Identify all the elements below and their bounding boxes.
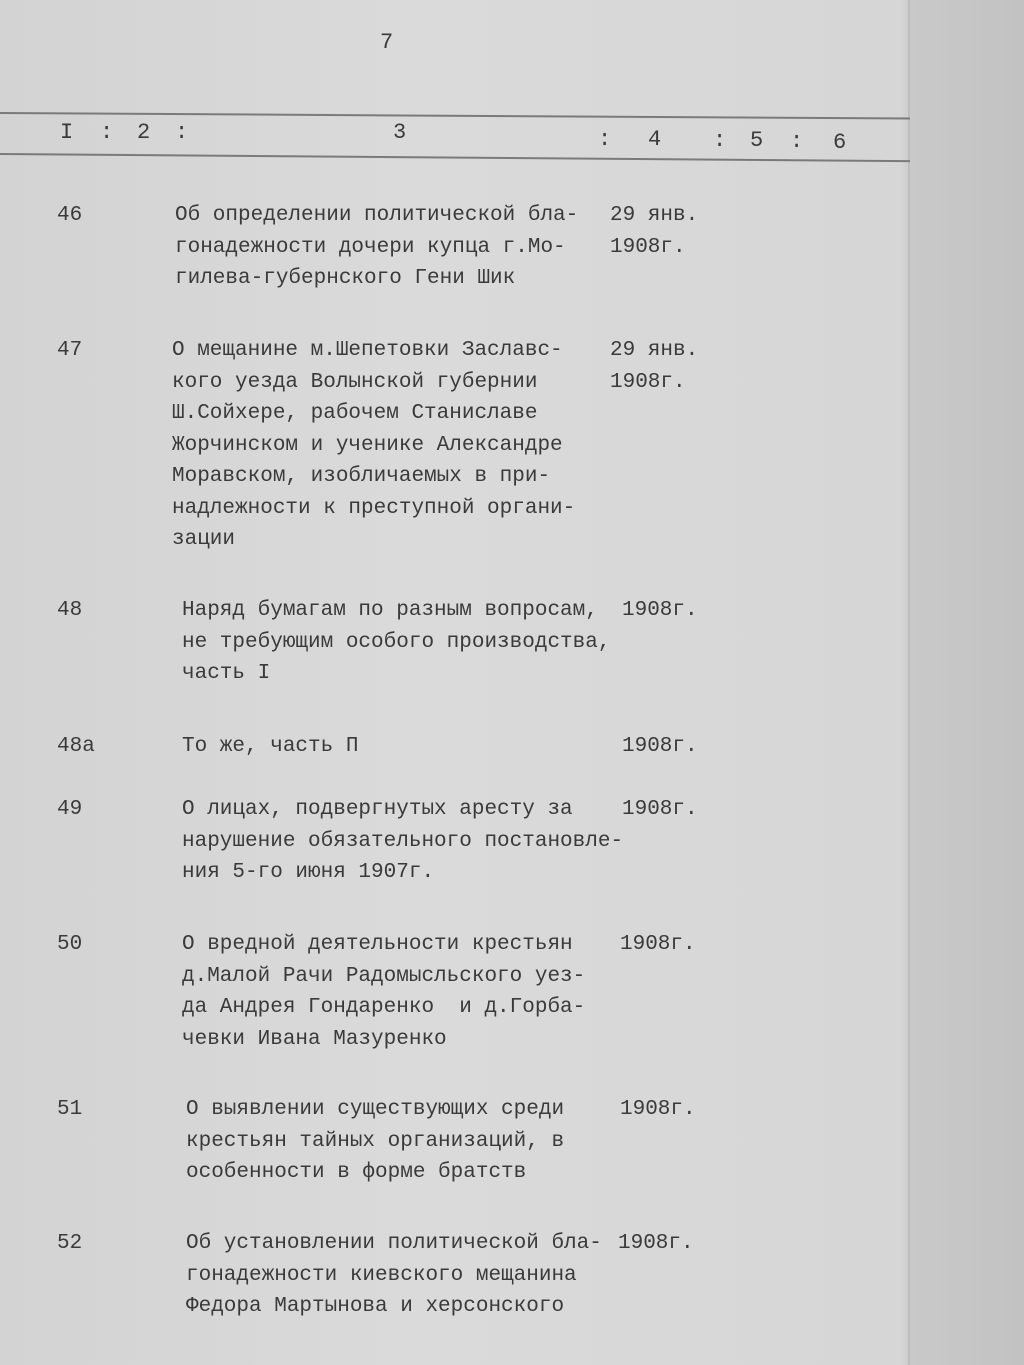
page-number: 7 (380, 30, 394, 55)
entry-title-line: да Андрея Гондаренко и д.Горба- (182, 996, 586, 1019)
entry-title-line: О лицах, подвергнутых аресту за (182, 798, 573, 821)
header-bottom-rule (0, 153, 910, 162)
entry-date-line: 1908г. (610, 235, 686, 259)
page-edge (908, 0, 910, 1365)
entry-date (622, 595, 698, 627)
entry-title (182, 731, 358, 763)
entry-title-line: особенности в форме братств (186, 1161, 527, 1184)
entry-title-line: О мещанине м.Шепетовки Заславс- (172, 339, 563, 362)
entry-title-line: Жорчинском и ученике Александре (172, 433, 563, 457)
entry-title (172, 335, 575, 556)
entry-date (622, 794, 698, 826)
entry-title-line: ния 5-го июня 1907г. (182, 861, 435, 884)
entry-number: 48 (57, 599, 83, 622)
entry-title (186, 1094, 564, 1189)
entry-title-line: Об определении политической бла- (175, 204, 579, 227)
entry-date-line: 1908г. (622, 798, 698, 821)
entry-title-line: гилева-губернского Гени Шик (175, 267, 516, 290)
entry-number: 47 (57, 339, 83, 362)
entry-title-line: надлежности к преступной органи- (172, 496, 576, 520)
entry-date (620, 929, 696, 961)
entry-date (610, 200, 698, 263)
header-separator: : (100, 120, 114, 145)
entry-number: 50 (57, 933, 83, 956)
entry-date-line: 29 янв. (610, 204, 699, 227)
entry-date-line: 1908г. (620, 1098, 696, 1121)
entry-title (186, 1228, 602, 1323)
entry-number: 49 (57, 798, 83, 821)
entry-title (182, 794, 623, 889)
entry-date-line: 1908г. (622, 599, 698, 622)
entry-date (610, 335, 698, 398)
header-col-6: 6 (833, 130, 847, 155)
entry-title-line: часть I (182, 662, 271, 685)
entry-title-line: нарушение обязательного постановле- (182, 829, 624, 853)
entry-title-line: Ш.Сойхере, рабочем Станиславе (172, 402, 538, 425)
entry-date-line: 1908г. (618, 1232, 694, 1255)
entry-title-line: О выявлении существующих среди (186, 1098, 565, 1121)
entry-title (175, 200, 578, 295)
entry-title-line: гонадежности дочери купца г.Мо- (175, 235, 566, 259)
entry-title-line: Об установлении политической бла- (186, 1232, 602, 1255)
entry-number: 52 (57, 1232, 83, 1255)
header-col-5: 5 (750, 128, 764, 153)
entry-title (182, 929, 585, 1055)
entry-date (618, 1228, 694, 1260)
entry-date (620, 1094, 696, 1126)
entry-title-line: Моравском, изобличаемых в при- (172, 465, 551, 488)
entry-title-line: кого уезда Волынской губернии (172, 370, 538, 394)
entry-title-line: крестьян тайных организаций, в (186, 1129, 565, 1153)
entry-date-line: 1908г. (620, 933, 696, 956)
entry-title-line: не требующим особого производства, (182, 630, 611, 654)
header-separator: : (790, 129, 804, 154)
entry-title-line: О вредной деятельности крестьян (182, 933, 573, 956)
entry-date-line: 1908г. (622, 735, 698, 758)
entry-date-line: 29 янв. (610, 339, 699, 362)
entry-number: 48а (57, 735, 95, 758)
entry-title-line: чевки Ивана Мазуренко (182, 1027, 447, 1051)
entry-title-line: То же, часть П (182, 735, 359, 758)
header-separator: : (598, 127, 612, 152)
entry-title (182, 595, 610, 690)
entry-title-line: гонадежности киевского мещанина (186, 1263, 577, 1287)
header-top-rule (0, 112, 910, 120)
entry-title-line: Федора Мартынова и херсонского (186, 1295, 565, 1318)
header-separator: : (175, 120, 189, 145)
entry-title-line: д.Малой Рачи Радомысльского уез- (182, 964, 586, 988)
header-col-3: 3 (393, 120, 407, 145)
entry-title-line: Наряд бумагам по разным вопросам, (182, 599, 598, 622)
entry-number: 51 (57, 1098, 83, 1121)
header-separator: : (713, 128, 727, 153)
entry-date-line: 1908г. (610, 370, 686, 394)
header-col-2: 2 (137, 120, 151, 145)
entry-number: 46 (57, 204, 83, 227)
entry-title-line: зации (172, 528, 236, 551)
header-col-4: 4 (648, 127, 662, 152)
entry-date (622, 731, 698, 763)
header-col-1: I (60, 120, 74, 145)
